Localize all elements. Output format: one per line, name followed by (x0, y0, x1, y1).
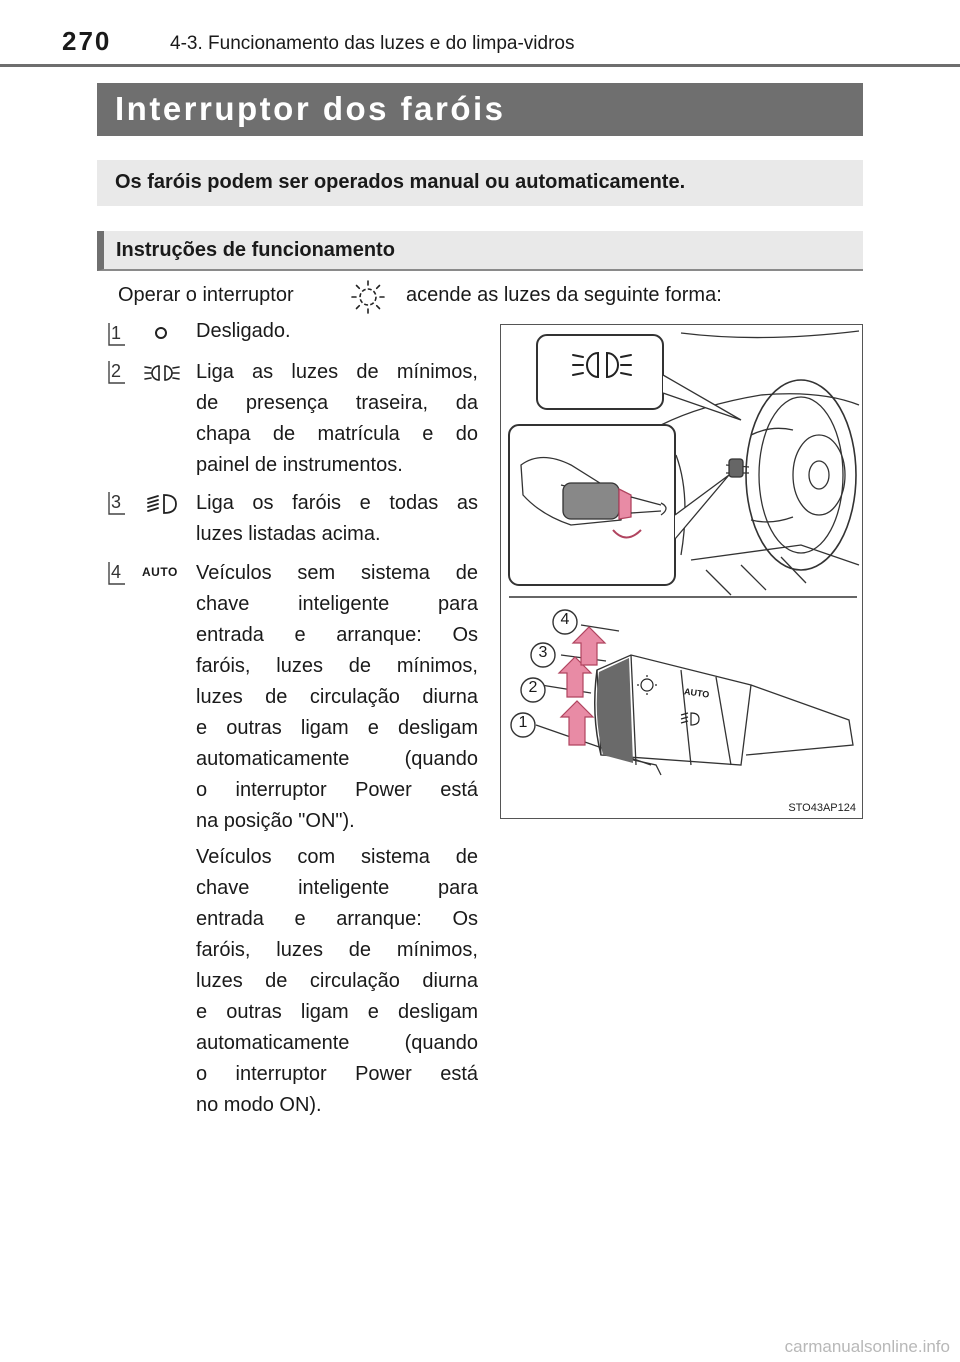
watermark: carmanualsonline.info (784, 1337, 950, 1356)
step-marker-4 (108, 561, 130, 585)
low-beam-icon (142, 491, 182, 517)
subsection-heading (97, 231, 863, 271)
item-1-text: Desligado. (196, 320, 291, 342)
illustration-drawing (501, 325, 861, 817)
summary-text: Os faróis podem ser operados manual ou automaticamente. (115, 171, 686, 193)
item-4-text: Veículos sem sistema de chave inteligente para entrada e arranque: Os faróis, luzes de mínimos, luzes de circulação diurna e outras ligam e desligam automaticamente (quando o interruptor Power está na posição "ON"). (196, 562, 478, 832)
callout-1: 1 (518, 714, 528, 731)
summary-box (97, 160, 863, 206)
step-number: 1 (110, 323, 121, 343)
intro-text-after: acende as luzes da seguinte forma: (406, 284, 722, 306)
step-number: 2 (110, 361, 121, 381)
header-divider (0, 64, 960, 67)
page-header (0, 0, 960, 66)
parking-lights-icon (142, 360, 182, 386)
off-symbol-icon (142, 320, 182, 346)
item-4-extra-text: Veículos com sistema de chave inteligente para entrada e arranque: Os faróis, luzes de mínimos, luzes de circulação diurna e outras ligam e desligam automaticamente (quando o interruptor Power está no modo ON). (196, 846, 478, 1116)
figure-code: STO43AP124 (788, 802, 856, 814)
step-marker-2 (108, 360, 130, 384)
step-marker-1 (108, 322, 130, 346)
step-number: 3 (110, 492, 121, 512)
subsection-title: Instruções de funcionamento (116, 239, 395, 261)
intro-text-before: Operar o interruptor (118, 284, 294, 306)
step-number: 4 (110, 562, 121, 582)
callout-3: 3 (538, 644, 548, 661)
callout-2: 2 (528, 679, 538, 696)
item-2-text: Liga as luzes de mínimos, de presença traseira, da chapa de matrícula e do painel de instrumentos. (196, 361, 478, 476)
page-number: 270 (62, 26, 112, 56)
section-label: 4-3. Funcionamento das luzes e do limpa-vidros (170, 33, 575, 54)
page-title: Interruptor dos faróis (115, 90, 506, 127)
step-marker-3 (108, 491, 130, 515)
callout-4: 4 (560, 611, 570, 628)
item-3-text: Liga os faróis e todas as luzes listadas acima. (196, 492, 478, 545)
stalk-auto-label: AUTO (683, 686, 710, 700)
headlight-switch-illustration (500, 324, 863, 819)
title-banner (97, 83, 863, 136)
auto-mode-icon: AUTO (142, 565, 178, 579)
headlight-switch-icon (350, 279, 386, 315)
